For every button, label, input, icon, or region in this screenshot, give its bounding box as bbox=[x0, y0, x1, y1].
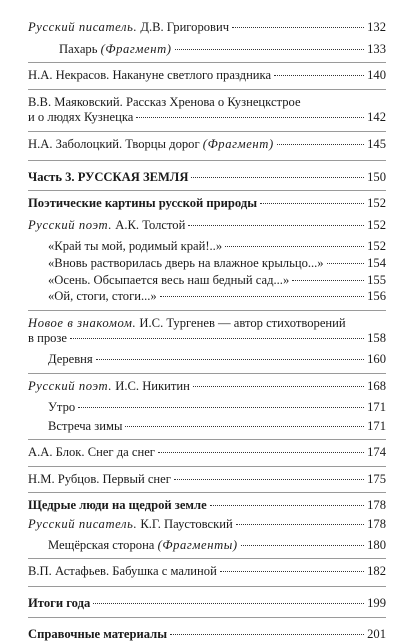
dot-leader bbox=[241, 545, 364, 546]
dot-leader bbox=[260, 203, 364, 204]
toc-page-number: 171 bbox=[367, 400, 386, 415]
toc-page-number: 175 bbox=[367, 471, 386, 486]
toc-page-number: 152 bbox=[367, 196, 386, 211]
toc-page-number: 152 bbox=[367, 239, 386, 254]
toc-section-heading bbox=[28, 617, 386, 643]
toc-entry-title: «Осень. Обсыпается весь наш бедный сад...» bbox=[48, 272, 290, 287]
toc-entry bbox=[28, 373, 386, 395]
dot-leader bbox=[93, 603, 364, 604]
toc-page-number: 199 bbox=[367, 595, 386, 610]
toc-entry bbox=[28, 20, 386, 36]
dot-leader bbox=[160, 296, 364, 297]
dot-leader bbox=[274, 75, 364, 76]
toc-entry-title: А.А. Блок. Снег да снег bbox=[28, 445, 155, 460]
dot-leader bbox=[232, 27, 364, 28]
toc-entry-title: Деревня bbox=[48, 351, 93, 366]
toc-page-number: 174 bbox=[367, 445, 386, 460]
table-of-contents bbox=[28, 20, 386, 643]
toc-entry-title: Пахарь (Фрагмент) bbox=[59, 41, 172, 56]
toc-page-number: 142 bbox=[367, 110, 386, 125]
toc-page-number: 140 bbox=[367, 68, 386, 83]
dot-leader bbox=[125, 426, 364, 427]
toc-page-number: 145 bbox=[367, 136, 386, 151]
toc-page-number: 154 bbox=[367, 255, 386, 270]
toc-entry-title: Русский поэт. И.С. Никитин bbox=[28, 378, 190, 393]
dot-leader bbox=[96, 359, 364, 360]
toc-entry bbox=[28, 310, 386, 347]
toc-entry bbox=[28, 42, 386, 58]
dot-leader bbox=[236, 524, 364, 525]
toc-entry-title: Утро bbox=[48, 400, 76, 415]
toc-entry-title: Русский поэт. А.К. Толстой bbox=[28, 217, 186, 232]
toc-page-number: 133 bbox=[367, 41, 386, 56]
dot-leader bbox=[70, 338, 364, 339]
toc-entry bbox=[28, 466, 386, 488]
toc-entry-title: Итоги года bbox=[28, 595, 91, 610]
toc-entry-title: «Ой, стоги, стоги...» bbox=[48, 289, 157, 304]
toc-entry-title-line: Новое в знакомом. И.С. Тургенев — автор стихотворений bbox=[28, 315, 346, 330]
toc-page-number: 158 bbox=[367, 331, 386, 346]
dot-leader bbox=[277, 144, 364, 145]
toc-section-heading bbox=[28, 190, 386, 212]
toc-entry-title: Н.М. Рубцов. Первый снег bbox=[28, 471, 171, 486]
toc-entry-title: Мещёрская сторона (Фрагменты) bbox=[48, 537, 238, 552]
toc-entry-title: и о людях Кузнецка bbox=[28, 110, 134, 125]
dot-leader bbox=[292, 280, 364, 281]
toc-entry bbox=[28, 517, 386, 533]
toc-entry-title: Поэтические картины русской природы bbox=[28, 196, 258, 211]
toc-entry bbox=[28, 352, 386, 368]
dot-leader bbox=[220, 571, 364, 572]
toc-page-number: 132 bbox=[367, 20, 386, 34]
toc-page-number: 150 bbox=[367, 169, 386, 184]
toc-page-number: 178 bbox=[367, 498, 386, 513]
toc-page-number: 155 bbox=[367, 272, 386, 287]
toc-entry bbox=[28, 273, 386, 289]
toc-entry bbox=[28, 239, 386, 255]
toc-entry-title: Н.А. Некрасов. Накануне светлого праздника bbox=[28, 68, 272, 83]
dot-leader bbox=[174, 479, 364, 480]
toc-entry-title: Русский писатель. Д.В. Григорович bbox=[28, 20, 230, 34]
toc-entry-title-line: В.В. Маяковский. Рассказ Хренова о Кузнецкстрое bbox=[28, 94, 301, 109]
dot-leader bbox=[225, 246, 364, 247]
toc-page-number: 156 bbox=[367, 289, 386, 304]
toc-entry-title: Часть 3. РУССКАЯ ЗЕМЛЯ bbox=[28, 169, 189, 184]
toc-page-number: 168 bbox=[367, 378, 386, 393]
toc-part-heading bbox=[28, 160, 386, 186]
toc-entry bbox=[28, 419, 386, 435]
toc-entry bbox=[28, 400, 386, 416]
toc-entry-title: Н.А. Заболоцкий. Творцы дорог (Фрагмент) bbox=[28, 136, 274, 151]
toc-page-number: 182 bbox=[367, 564, 386, 579]
dot-leader bbox=[158, 452, 364, 453]
dot-leader bbox=[188, 225, 364, 226]
toc-entry bbox=[28, 538, 386, 554]
toc-section-heading bbox=[28, 586, 386, 612]
toc-page-number: 178 bbox=[367, 517, 386, 532]
toc-entry-title: «Вновь растворилась дверь на влажное крыльцо...» bbox=[48, 255, 324, 270]
toc-page-number: 201 bbox=[367, 627, 386, 642]
toc-entry bbox=[28, 558, 386, 580]
toc-entry-title: Русский писатель. К.Г. Паустовский bbox=[28, 517, 233, 532]
dot-leader bbox=[210, 505, 364, 506]
toc-entry-title: «Край ты мой, родимый край!..» bbox=[48, 239, 223, 254]
toc-entry bbox=[28, 439, 386, 461]
dot-leader bbox=[170, 634, 364, 635]
toc-entry-title: Щедрые люди на щедрой земле bbox=[28, 498, 207, 513]
dot-leader bbox=[193, 386, 364, 387]
toc-entry bbox=[28, 256, 386, 272]
dot-leader bbox=[136, 117, 364, 118]
toc-page-number: 180 bbox=[367, 537, 386, 552]
toc-entry-title: В.П. Астафьев. Бабушка с малиной bbox=[28, 564, 217, 579]
toc-entry-title: Справочные материалы bbox=[28, 627, 168, 642]
toc-entry bbox=[28, 218, 386, 234]
dot-leader bbox=[78, 407, 364, 408]
dot-leader bbox=[327, 263, 365, 264]
toc-entry bbox=[28, 131, 386, 153]
toc-entry-title: Встреча зимы bbox=[48, 418, 123, 433]
dot-leader bbox=[175, 49, 365, 50]
toc-page-number: 160 bbox=[367, 351, 386, 366]
dot-leader bbox=[191, 177, 364, 178]
toc-page-number: 171 bbox=[367, 418, 386, 433]
toc-page-number: 152 bbox=[367, 217, 386, 232]
toc-entry-title: в прозе bbox=[28, 331, 67, 346]
toc-section-heading bbox=[28, 492, 386, 514]
toc-entry bbox=[28, 289, 386, 305]
toc-entry bbox=[28, 89, 386, 126]
toc-entry bbox=[28, 62, 386, 84]
